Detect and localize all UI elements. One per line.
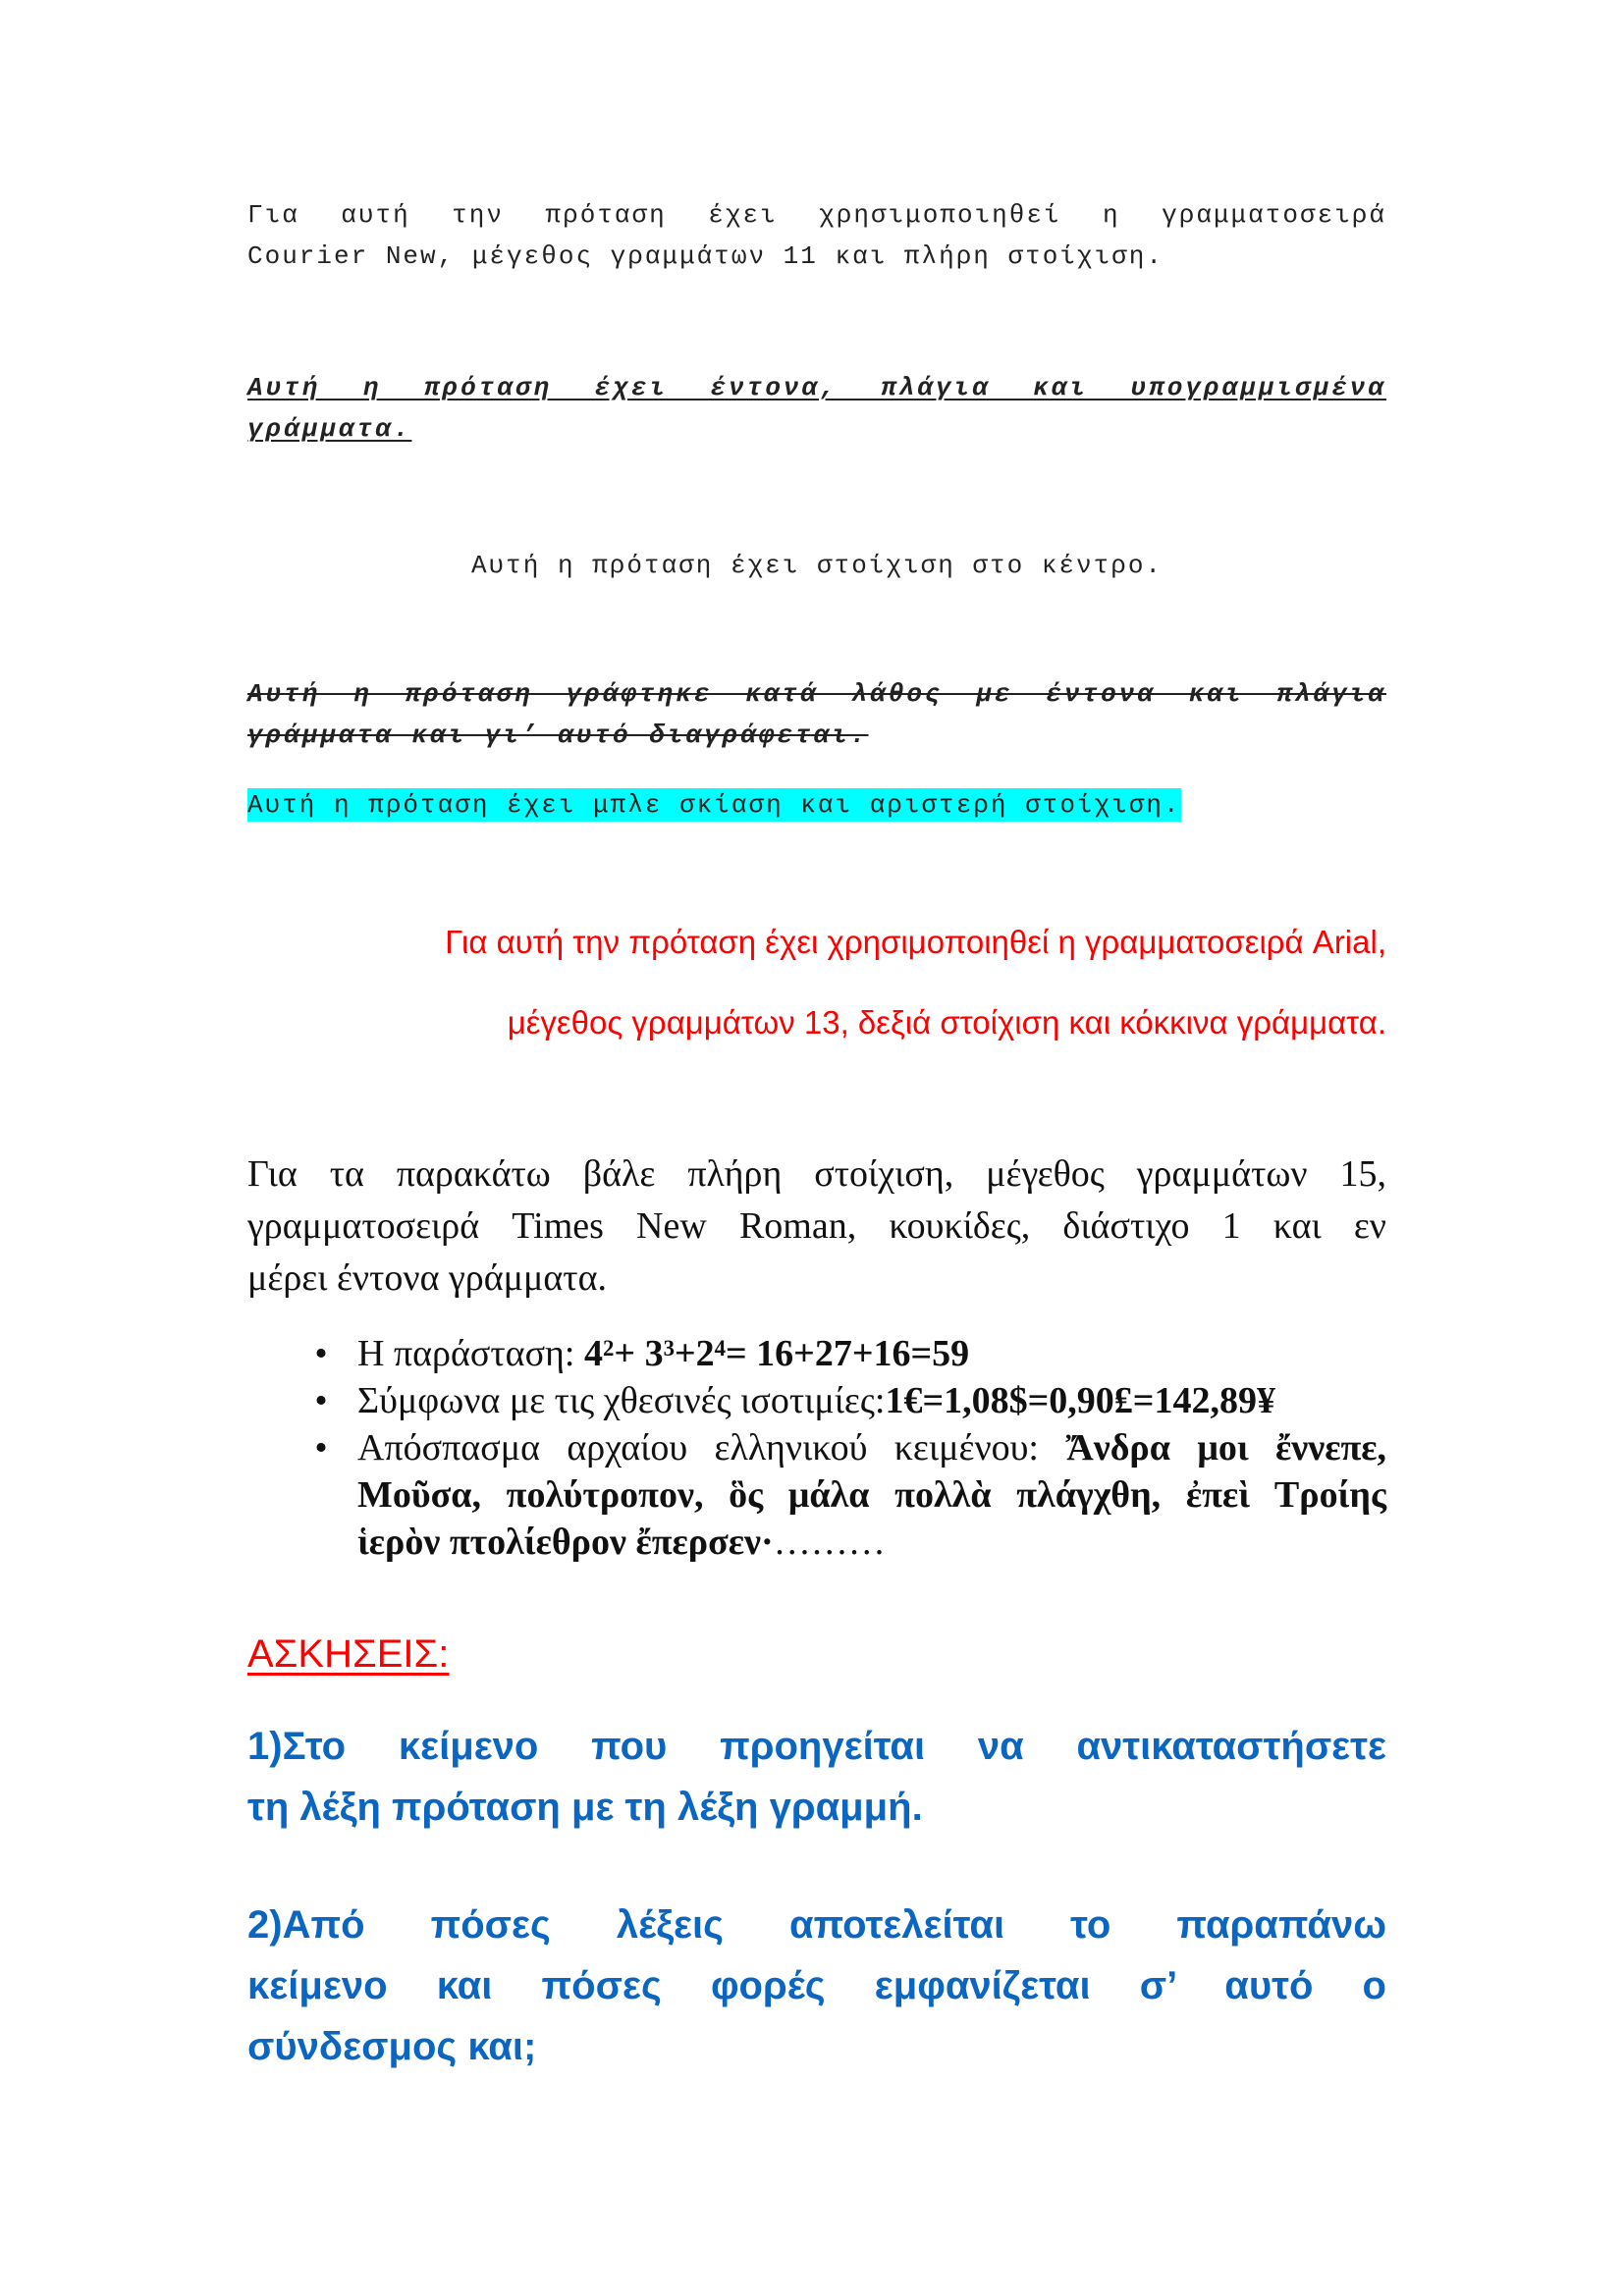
bullet-label: Η παράσταση:	[357, 1333, 584, 1374]
times-instruction-line-2: γραμματοσειρά Times New Roman, κουκίδες, διάστιχο 1 και εν	[247, 1205, 1386, 1247]
exercise-1-line-2: τη λέξη πρόταση με τη λέξη γραμμή.	[247, 1786, 923, 1829]
bullet-label: Σύμφωνα με τις χθεσινές ισοτιμίες:	[357, 1380, 886, 1421]
bullet-item-exchange-rates	[306, 1377, 1386, 1424]
bullet-dot-icon: •	[314, 1380, 328, 1421]
exercise-1	[247, 1716, 1386, 1838]
bold-italic-underlined-paragraph	[247, 367, 1386, 450]
bullet-label: Απόσπασμα αρχαίου ελληνικού κειμένου:	[357, 1427, 1066, 1468]
highlighted-paragraph	[247, 785, 1386, 825]
exercise-2-line-1: 2)Από πόσες λέξεις αποτελείται το παραπάνω	[247, 1903, 1386, 1947]
exercises-heading: ΑΣΚΗΣΕΙΣ:	[247, 1632, 450, 1676]
courier-paragraph	[247, 194, 1386, 277]
ancient-text-part-1: Ἄνδρα μοι ἔννεπε,	[1065, 1427, 1386, 1468]
exercise-2	[247, 1895, 1386, 2077]
bullet-item-ancient-text	[306, 1424, 1386, 1566]
arial-red-line-1: Για αυτή την πρόταση έχει χρησιμοποιηθεί η γραμματοσειρά Arial,	[445, 924, 1386, 960]
bullet-rates: 1€=1,08$=0,90₤=142,89¥	[885, 1380, 1275, 1421]
bullet-item-expression	[306, 1330, 1386, 1377]
times-instruction-line-3: μέρει έντονα γράμματα.	[247, 1257, 607, 1299]
cyan-highlight-text: Αυτή η πρόταση έχει μπλε σκίαση και αριστερή στοίχιση.	[247, 790, 1181, 820]
bold-italic-underlined-line-2: γράμματα.	[247, 414, 412, 444]
strikethrough-line-1: Αυτή η πρόταση γράφτηκε κατά λάθος με έντονα και πλάγια	[247, 679, 1386, 709]
bullet-dot-icon: •	[314, 1427, 328, 1468]
ancient-text-part-2: Μοῦσα, πολύτροπον, ὃς μάλα πολλὰ πλάγχθη, ἐπεὶ Τροίης	[357, 1474, 1386, 1516]
exercise-2-line-3: σύνδεσμος και;	[247, 2025, 537, 2068]
strikethrough-paragraph	[247, 673, 1386, 756]
exercise-1-line-1: 1)Στο κείμενο που προηγείται να αντικαταστήσετε	[247, 1725, 1386, 1768]
courier-paragraph-line-2: Courier New, μέγεθος γραμμάτων 11 και πλήρη στοίχιση.	[247, 241, 1164, 271]
courier-paragraph-line-1: Για αυτή την πρόταση έχει χρησιμοποιηθεί η γραμματοσειρά	[247, 200, 1386, 230]
arial-red-line-2: μέγεθος γραμμάτων 13, δεξιά στοίχιση και κόκκινα γράμματα.	[507, 1004, 1386, 1041]
times-instruction-paragraph	[247, 1148, 1386, 1305]
ancient-text-part-3: ἱερὸν πτολίεθρον ἔπερσεν·	[357, 1522, 774, 1563]
strikethrough-line-2: γράμματα και γι’ αυτό διαγράφεται.	[247, 721, 869, 750]
centered-paragraph: Αυτή η πρόταση έχει στοίχιση στο κέντρο.	[470, 551, 1164, 580]
bullet-list	[306, 1330, 1386, 1566]
exercise-2-line-2: κείμενο και πόσες φορές εμφανίζεται σ’ αυτό ο	[247, 1964, 1386, 2007]
bullet-dot-icon: •	[314, 1333, 328, 1374]
bullet-expression: $4^2+ 3^3+2^4= 16+27+16=59$	[584, 1333, 970, 1374]
bold-italic-underlined-line-1: Αυτή η πρόταση έχει έντονα, πλάγια και υπογραμμισμένα	[247, 373, 1386, 402]
times-instruction-line-1: Για τα παρακάτω βάλε πλήρη στοίχιση, μέγεθος γραμμάτων 15,	[247, 1153, 1386, 1195]
ellipsis: ………	[773, 1522, 886, 1563]
